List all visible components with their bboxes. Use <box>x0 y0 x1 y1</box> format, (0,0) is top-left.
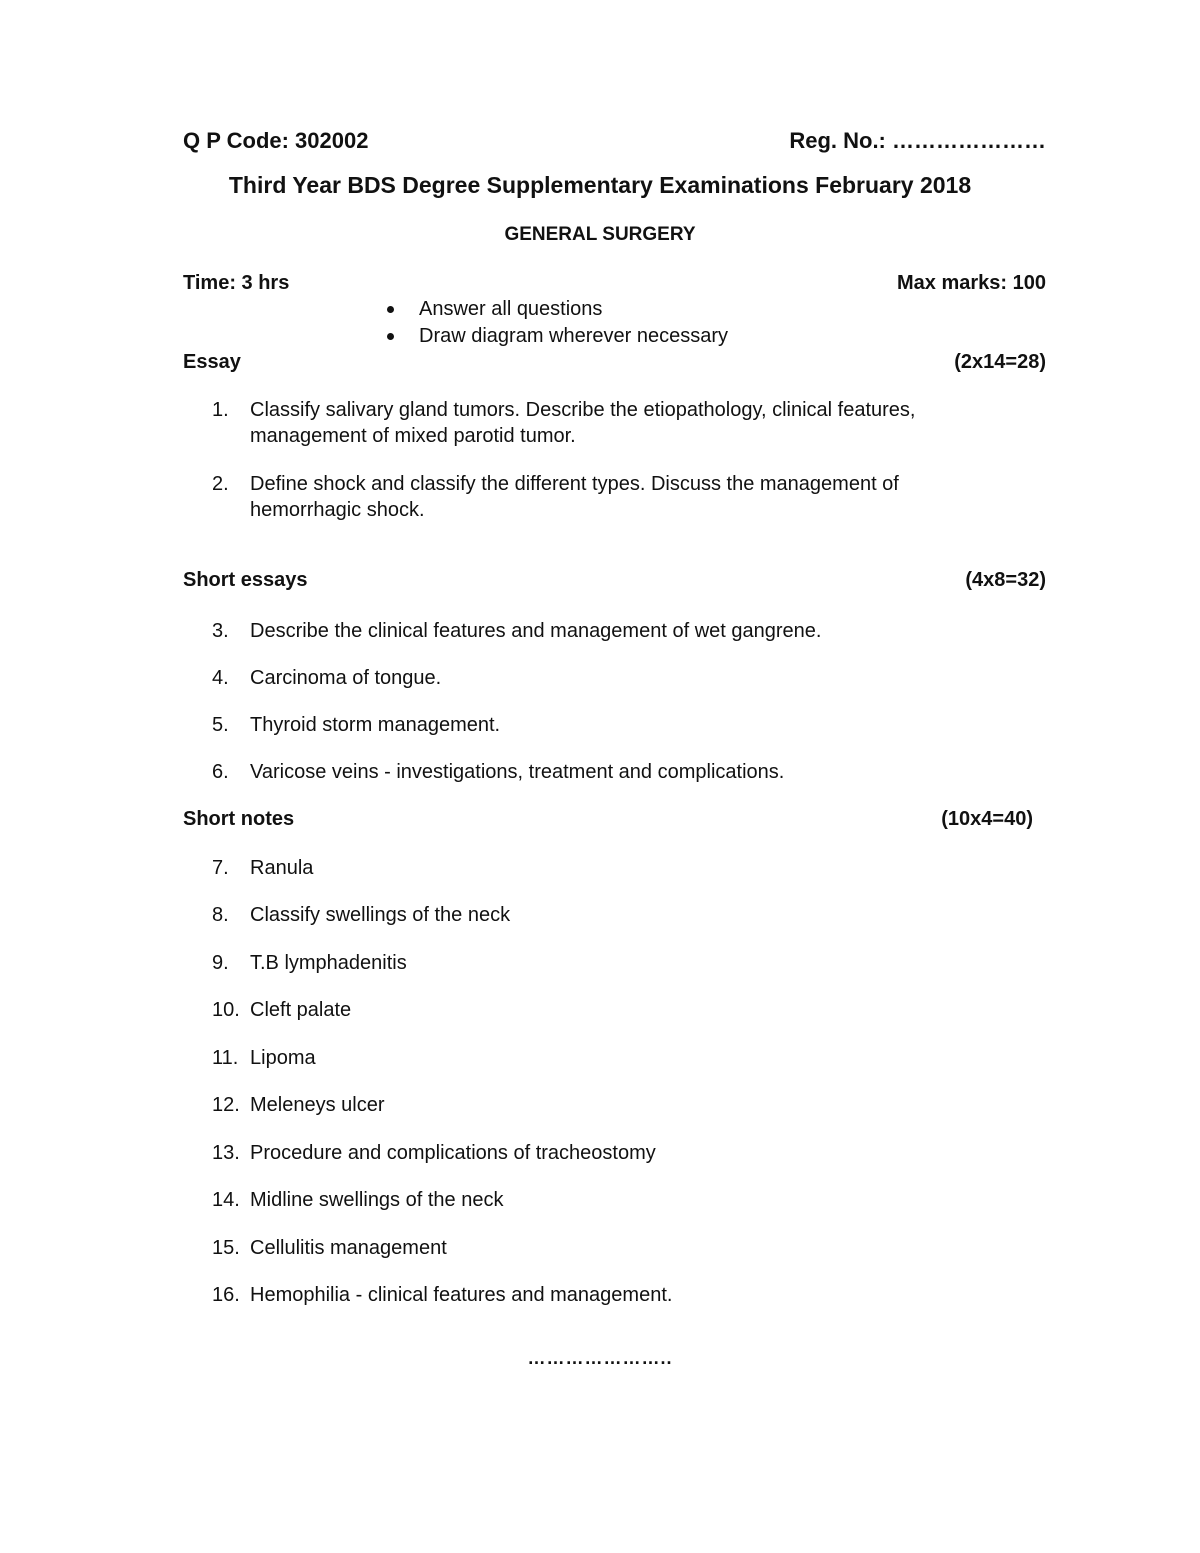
instruction-text: Draw diagram wherever necessary <box>419 325 729 347</box>
section-header-short-notes <box>183 806 1033 832</box>
question-item <box>212 997 1012 1023</box>
question-text: Cellulitis management <box>250 1237 447 1259</box>
max-marks-label: Max marks: 100 <box>897 272 1046 294</box>
question-text: Cleft palate <box>250 999 352 1021</box>
question-text: Hemophilia - clinical features and management. <box>250 1284 673 1306</box>
time-label: Time: 3 hrs <box>183 272 290 294</box>
bullet-icon <box>387 306 394 313</box>
question-number: 13. <box>212 1142 240 1164</box>
question-item <box>212 1282 1012 1308</box>
question-item <box>212 712 1012 738</box>
question-item <box>212 397 1012 449</box>
question-number: 9. <box>212 952 229 974</box>
header-row <box>183 128 1046 154</box>
question-text: Procedure and complications of tracheostomy <box>250 1142 656 1164</box>
question-item <box>212 1140 1012 1166</box>
question-item <box>212 759 1012 785</box>
bullet-icon <box>387 333 394 340</box>
question-text: Meleneys ulcer <box>250 1094 385 1116</box>
instruction-text: Answer all questions <box>419 298 603 320</box>
subject-title: GENERAL SURGERY <box>504 224 696 245</box>
time-marks-row <box>183 270 1046 296</box>
section-header-essay <box>183 349 1046 375</box>
section-title: Short essays <box>183 569 308 591</box>
question-text: Classify swellings of the neck <box>250 904 511 926</box>
question-number: 16. <box>212 1284 240 1306</box>
question-number: 4. <box>212 667 229 689</box>
question-number: 2. <box>212 473 229 495</box>
question-number: 6. <box>212 761 229 783</box>
end-marker: ………………….. <box>527 1348 673 1368</box>
question-number: 7. <box>212 857 229 879</box>
question-item <box>212 1187 1012 1213</box>
question-number: 1. <box>212 399 229 421</box>
question-item <box>212 1045 1012 1071</box>
question-item <box>212 950 1012 976</box>
section-marks: (4x8=32) <box>965 569 1046 591</box>
question-text: Thyroid storm management. <box>250 714 501 736</box>
question-item <box>212 902 1012 928</box>
question-number: 11. <box>212 1047 239 1069</box>
question-number: 15. <box>212 1237 240 1259</box>
reg-no: Reg. No.: ………………… <box>789 128 1046 153</box>
question-item <box>212 855 1012 881</box>
question-text: Classify salivary gland tumors. Describe the etiopathology, clinical features, management of mixed parotid tumor. <box>250 399 916 447</box>
question-number: 12. <box>212 1094 240 1116</box>
question-item <box>212 618 1012 644</box>
instructions-list <box>385 296 728 350</box>
question-text: Describe the clinical features and management of wet gangrene. <box>250 620 822 642</box>
question-number: 14. <box>212 1189 240 1211</box>
question-number: 10. <box>212 999 240 1021</box>
question-text: Varicose veins - investigations, treatment and complications. <box>250 761 785 783</box>
question-text: Define shock and classify the different types. Discuss the management of hemorrhagic shock. <box>250 473 899 521</box>
section-title: Short notes <box>183 808 295 830</box>
instruction-item <box>385 323 728 350</box>
section-header-short-essays <box>183 567 1046 593</box>
question-text: Midline swellings of the neck <box>250 1189 504 1211</box>
question-number: 8. <box>212 904 229 926</box>
qp-code: Q P Code: 302002 <box>183 128 369 153</box>
question-text: Ranula <box>250 857 314 879</box>
question-number: 3. <box>212 620 229 642</box>
question-item <box>212 1235 1012 1261</box>
question-item <box>212 665 1012 691</box>
question-text: Carcinoma of tongue. <box>250 667 442 689</box>
instruction-item <box>385 296 728 323</box>
question-item <box>212 1092 1012 1118</box>
section-marks: (2x14=28) <box>954 351 1046 373</box>
question-number: 5. <box>212 714 229 736</box>
exam-title: Third Year BDS Degree Supplementary Examinations February 2018 <box>228 172 972 198</box>
question-item <box>212 471 1012 523</box>
section-marks: (10x4=40) <box>941 808 1033 830</box>
question-text: Lipoma <box>250 1047 316 1069</box>
section-title: Essay <box>183 351 241 373</box>
question-text: T.B lymphadenitis <box>250 952 407 974</box>
